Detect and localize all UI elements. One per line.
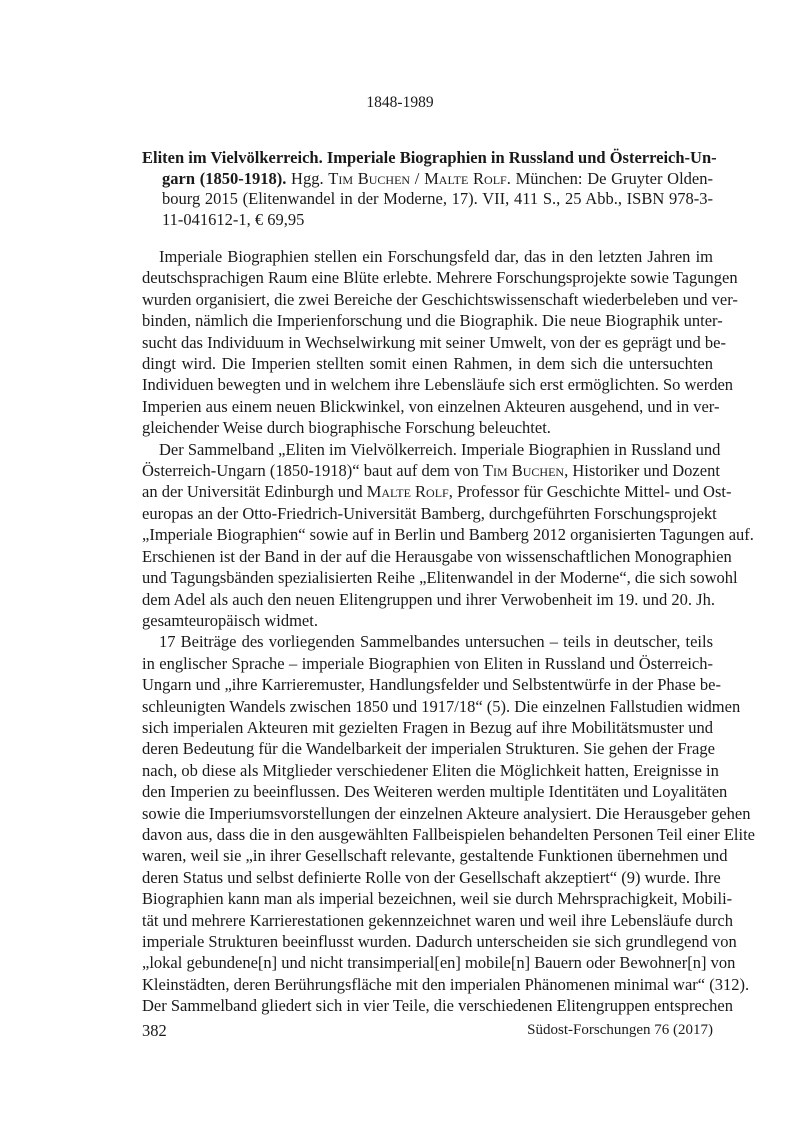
p1-line: wurden organisiert, die zwei Bereiche der Geschichtswissenschaft wiederbeleben und ver- xyxy=(142,289,738,309)
heading-title-end: garn (1850-1918). xyxy=(162,168,287,188)
p2-line: Der Sammelband „Eliten im Vielvölkerreich. Imperiale Biographien in Russland und xyxy=(159,439,721,459)
running-head: 1848-1989 xyxy=(366,94,434,111)
review-heading xyxy=(142,148,717,230)
heading-title-line-1: Eliten im Vielvölkerreich. Imperiale Biographien in Russland und Österreich-Un- xyxy=(142,148,717,167)
heading-line-4: 11-041612-1, € 69,95 xyxy=(162,209,305,229)
p2-line: europas an der Otto-Friedrich-Universität Bamberg, durchgeführten Forschungsprojekt xyxy=(142,503,717,523)
paragraph-3 xyxy=(142,631,755,1016)
p2-line: Erschienen ist der Band in der auf die Herausgabe von wissenschaftlichen Monographien xyxy=(142,546,732,566)
editor-1: Tim Buchen xyxy=(328,168,411,188)
p1-line: dingt wird. Die Imperien stellten somit einen Rahmen, in dem sich die untersuchten xyxy=(142,354,713,374)
review-body xyxy=(142,246,755,1017)
p1-line: binden, nämlich die Imperienforschung und die Biographik. Die neue Biographik unter- xyxy=(142,311,723,331)
p1-line: gleichender Weise durch biographische Forschung beleuchtet. xyxy=(142,418,551,438)
p3-line: sich imperialen Akteuren mit gezielten Fragen in Bezug auf ihre Mobilitätsmuster und xyxy=(142,717,713,737)
p2-text: , Historiker und Dozent xyxy=(564,461,720,481)
p3-line: deren Status und selbst definierte Rolle von der Gesellschaft akzeptiert“ (9) wurde. Ihre xyxy=(142,867,721,887)
p2-line: gesamteuropäisch widmet. xyxy=(142,610,318,630)
p2-line: „Imperiale Biographien“ sowie auf in Berlin und Bamberg 2012 organisierten Tagungen auf. xyxy=(142,525,754,545)
p3-line: sowie die Imperiumsvorstellungen der einzelnen Akteure analysiert. Die Herausgeber gehen xyxy=(142,803,751,823)
journal-footer: Südost-Forschungen 76 (2017) xyxy=(527,1022,713,1038)
author-name-buchen: Tim Buchen xyxy=(482,461,565,481)
p3-line: davon aus, dass die in den ausgewählten Fallbeispielen behandelten Personen Teil einer Elite xyxy=(142,824,755,844)
paragraph-1 xyxy=(142,246,738,439)
heading-line-2 xyxy=(142,169,713,190)
p2-line: dem Adel als auch den neuen Elitengruppen und ihrer Verwobenheit im 19. und 20. Jh. xyxy=(142,589,715,609)
p1-line: deutschsprachigen Raum eine Blüte erlebte. Mehrere Forschungsprojekte sowie Tagungen xyxy=(142,268,738,288)
p3-line: Ungarn und „ihre Karrieremuster, Handlungsfelder und Selbstentwürfe in der Phase be- xyxy=(142,675,721,695)
p1-line: Imperiale Biographien stellen ein Forschungsfeld dar, das in den letzten Jahren im xyxy=(159,247,713,266)
p3-line: Der Sammelband gliedert sich in vier Teile, die verschiedenen Elitengruppen entsprechen xyxy=(142,996,733,1016)
p3-line: nach, ob diese als Mitglieder verschiedener Eliten die Möglichkeit hatten, Ereignisse in xyxy=(142,760,719,780)
p3-line: schleunigten Wandels zwischen 1850 und 1917/18“ (5). Die einzelnen Fallstudien widmen xyxy=(142,696,741,716)
p3-line: den Imperien zu beeinflussen. Des Weiteren werden multiple Identitäten und Loyalitäten xyxy=(142,782,728,802)
heading-line-3: bourg 2015 (Elitenwandel in der Moderne, 17). VII, 411 S., 25 Abb., ISBN 978-3- xyxy=(162,189,713,208)
p2-line xyxy=(142,460,720,481)
p3-line: deren Bedeutung für die Wandelbarkeit der imperialen Strukturen. Sie gehen der Frage xyxy=(142,739,715,759)
p3-line: waren, weil sie „in ihrer Gesellschaft relevante, gestaltende Funktionen übernehmen und xyxy=(142,846,728,866)
p2-text: Österreich-Ungarn (1850-1918)“ baut auf dem von xyxy=(142,461,483,481)
p1-line: Imperien aus einem neuen Blickwinkel, von einzelnen Akteuren ausgehend, und in ver- xyxy=(142,396,720,416)
p3-line: in englischer Sprache – imperiale Biographien von Eliten in Russland und Österreich- xyxy=(142,653,713,673)
p1-line: Individuen bewegten und in welchem ihre Lebensläufe sich erst ermöglichten. So werden xyxy=(142,375,734,395)
heading-publisher: . München: De Gruyter Olden- xyxy=(506,168,713,188)
p3-line: „lokal gebundene[n] und nicht transimperial[en] mobile[n] Bauern oder Bewohner[n] von xyxy=(142,953,736,973)
heading-hgg: Hgg. xyxy=(286,168,329,188)
p3-line: Biographien kann man als imperial bezeichnen, weil sie durch Mehrsprachigkeit, Mobili- xyxy=(142,889,733,909)
p2-text: , Professor für Geschichte Mittel- und Ost- xyxy=(448,482,732,502)
p3-line: imperiale Strukturen beeinflusst wurden. Dadurch unterscheiden sie sich grundlegend von xyxy=(142,932,737,951)
p2-line xyxy=(142,481,732,502)
page-number: 382 xyxy=(142,1021,167,1040)
p2-line: und Tagungsbänden spezialisierten Reihe „Elitenwandel in der Moderne“, die sich sowohl xyxy=(142,568,738,588)
paragraph-2 xyxy=(142,439,754,632)
p2-text: an der Universität Edinburgh und xyxy=(142,482,367,502)
editor-separator: / xyxy=(410,168,425,188)
p3-line: 17 Beiträge des vorliegenden Sammelbandes untersuchen – teils in deutscher, teils xyxy=(159,632,713,652)
p3-line: Kleinstädten, deren Berührungsfläche mit den imperialen Phänomenen minimal war“ (312). xyxy=(142,974,750,994)
p3-line: tät und mehrere Karrierestationen gekennzeichnet waren und weil ihre Lebensläufe durch xyxy=(142,910,733,930)
author-name-rolf: Malte Rolf xyxy=(366,482,449,502)
p1-line: sucht das Individuum in Wechselwirkung mit seiner Umwelt, von der es geprägt und be- xyxy=(142,332,726,352)
editor-2: Malte Rolf xyxy=(424,168,507,188)
